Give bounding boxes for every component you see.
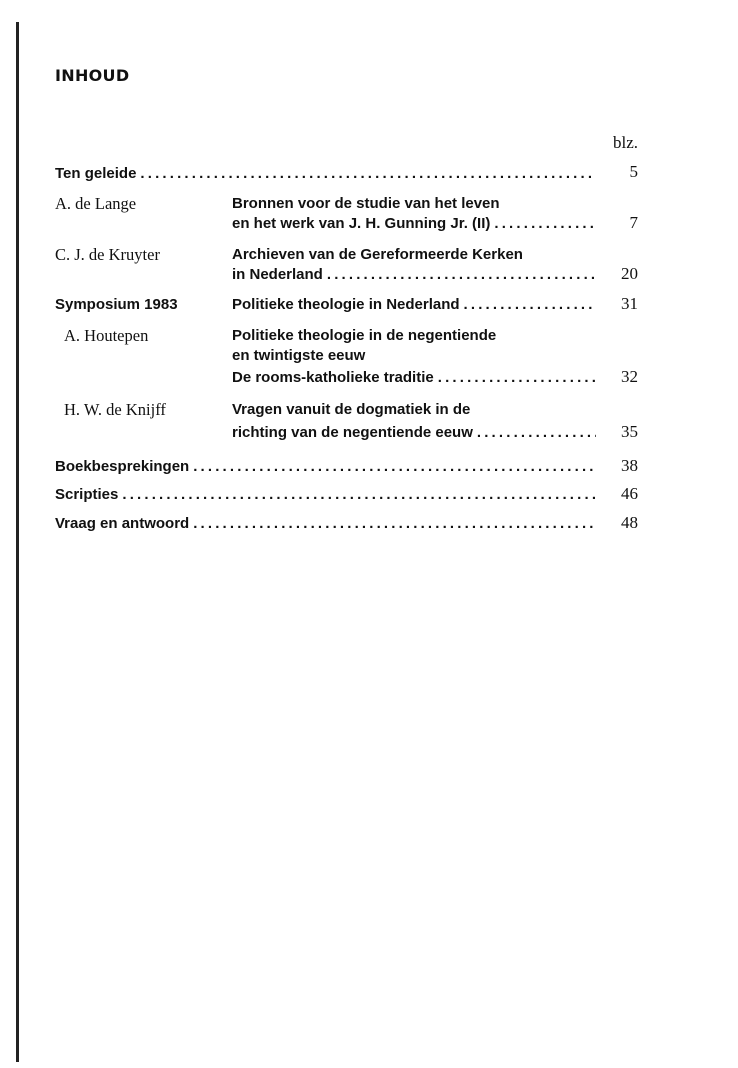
- page-spine-rule: [16, 22, 19, 1062]
- toc-entry-title: Vragen vanuit de dogmatiek in de: [232, 401, 471, 418]
- toc-page-number: 35: [621, 422, 638, 441]
- toc-entry-vraag-en-antwoord: [55, 514, 600, 534]
- toc-entry-title: Bronnen voor de studie van het leven: [232, 195, 500, 212]
- toc-page-number: 31: [621, 294, 638, 313]
- toc-page-number: 46: [621, 484, 638, 503]
- toc-page-number: 38: [621, 456, 638, 475]
- toc-entry-title: Boekbesprekingen: [55, 458, 190, 475]
- page-column-label: blz.: [612, 133, 638, 152]
- toc-entry-title: Politieke theologie in Nederland . . .: [232, 295, 600, 315]
- toc-entry-ten-geleide: [55, 164, 600, 184]
- toc-entry-scripties: [55, 485, 600, 505]
- toc-page-number: 5: [629, 162, 638, 181]
- toc-entry-title: en twintigste eeuw: [232, 347, 366, 364]
- page-heading: INHOUD: [55, 66, 130, 85]
- toc-page-number: 7: [629, 213, 638, 232]
- toc-author: C. J. de Kruyter: [55, 245, 160, 264]
- toc-author: A. de Lange: [55, 194, 137, 213]
- toc-page-number: 20: [621, 264, 638, 283]
- toc-entry-title-last-line: in Nederland . . .: [232, 265, 600, 285]
- toc-entry-title: Ten geleide: [55, 165, 137, 182]
- toc-section-label: Symposium 1983: [55, 296, 178, 313]
- toc-entry-title: Archieven van de Gereformeerde Kerken: [232, 246, 523, 263]
- toc-entry-title-last-line: De rooms-katholieke traditie . . .: [232, 368, 600, 388]
- toc-entry-title-last-line: en het werk van J. H. Gunning Jr. (II) . . .: [232, 214, 600, 234]
- toc-entry-title: Vraag en antwoord: [55, 515, 190, 532]
- toc-author: A. Houtepen: [64, 326, 149, 345]
- toc-entry-title-last-line: richting van de negentiende eeuw . . .: [232, 423, 600, 443]
- toc-entry-boekbesprekingen: [55, 457, 600, 477]
- toc-entry-title: Politieke theologie in de negentiende: [232, 327, 497, 344]
- toc-entry-title: Scripties: [55, 486, 119, 503]
- toc-page-number: 32: [621, 367, 638, 386]
- toc-page-number: 48: [621, 513, 638, 532]
- toc-author: H. W. de Knijff: [64, 400, 166, 419]
